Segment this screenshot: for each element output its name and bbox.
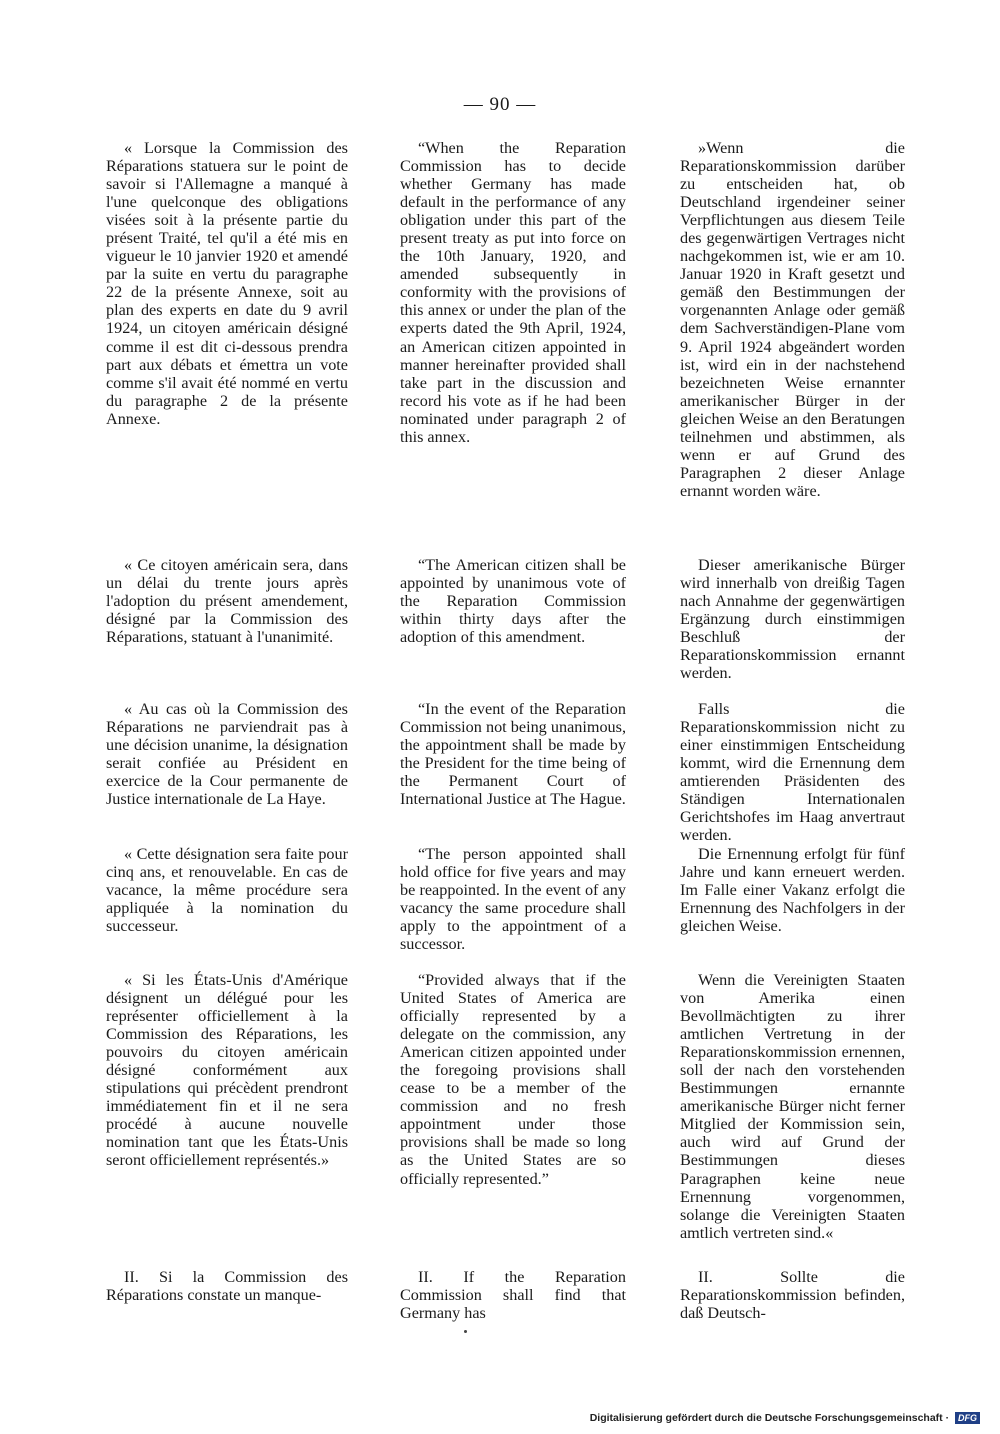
german-paragraph: Wenn die Vereinigten Staaten von Amerika einen Bevollmächtigten zu ihrer amtlichen Vertretung in der Reparationskommission ernennen, soll der nach den vorstehenden Bestimmungen ernannte amerikanische Bürger nicht ferner Mitglied der Kommission sein, auch wird auf Grund der Bestimmungen dieses Paragraphen keine neue Ernennung vorgenommen, solange die Vereinigten Staaten amtlich vertreten sind.« <box>680 971 905 1242</box>
french-paragraph: « Lorsque la Commission des Réparations statuera sur le point de savoir si l'Allemagne a manqué à l'une quelconque des obligations visées soit à la présente partie du présent Traité, tel qu'il a été mis en vigueur le 10 janvier 1920 et amendé par la suite en vertu du paragraphe 22 de la présente Annexe, soit au plan des experts en date du 9 avril 1924, un citoyen américain désigné comme il est dit ci-dessous prendra part aux débats et émettra un vote comme s'il avait été nommé en vertu du paragraphe 2 de la présente Annexe. <box>106 139 348 428</box>
english-paragraph: II. If the Reparation Commission shall find that Germany has <box>400 1268 626 1323</box>
english-paragraph: “Provided always that if the United States of America are officially represented by a delegate on the commission, any American citizen appointed under the foregoing provisions shall cease to be a member of the commission and no fresh appointment under those provisions shall be made so long as the United States are so officially represented.” <box>400 971 626 1188</box>
english-paragraph: “The American citizen shall be appointed by unanimous vote of the Reparation Commission within thirty days after the adoption of this amendment. <box>400 556 626 647</box>
dfg-logo-icon: DFG <box>955 1412 980 1424</box>
english-paragraph: “The person appointed shall hold office for five years and may be reappointed. In the event of any vacancy the same procedure shall apply to the appointment of a successor. <box>400 845 626 954</box>
english-paragraph: “When the Reparation Commission has to decide whether Germany has made default in the performance of any obligation under this part of the present treaty as put into force on the 10th January, 1920, and amended subsequently in conformity with the provisions of this annex or under the plan of the experts dated the 9th April, 1924, an American citizen appointed in manner hereinafter provided shall take part in the discussion and record his vote as if he had been nominated under paragraph 2 of this annex. <box>400 139 626 446</box>
footer-text: Digitalisierung gefördert durch die Deutsche Forschungsgemeinschaft · <box>589 1411 950 1424</box>
english-paragraph: “In the event of the Reparation Commission not being unanimous, the appointment shall be made by the President for the time being of the Permanent Court of International Justice at The Hague. <box>400 700 626 809</box>
french-paragraph: « Cette désignation sera faite pour cinq ans, et renouvelable. En cas de vacance, la même procédure sera appliquée à la nomination du successeur. <box>106 845 348 936</box>
german-paragraph: Die Ernennung erfolgt für fünf Jahre und kann erneuert werden. Im Falle einer Vakanz erfolgt die Ernennung des Nachfolgers in der gleichen Weise. <box>680 845 905 936</box>
german-paragraph: Dieser amerikanische Bürger wird innerhalb von dreißig Tagen nach Annahme der gegenwärtigen Ergänzung durch einstimmigen Beschluß der Reparationskommission ernannt werden. <box>680 556 905 683</box>
french-paragraph: « Ce citoyen américain sera, dans un délai du trente jours après l'adoption du présent amendement, désigné par la Commission des Réparations, statuant à l'unanimité. <box>106 556 348 647</box>
german-paragraph: »Wenn die Reparationskommission darüber zu entscheiden hat, ob Deutschland irgendeiner seiner Verpflichtungen aus diesem Teile des gegenwärtigen Vertrages nicht nachgekommen ist, wie er am 10. Januar 1920 in Kraft gesetzt und gemäß den Bestimmungen der vorgenannten Anlage oder gemäß dem Sachverständigen-Plane vom 9. April 1924 abgeändert worden ist, wird ein in der nachstehend bezeichneten Weise ernannter amerikanischer Bürger in der gleichen Weise an den Beratungen teilnehmen und abstimmen, als wenn er auf Grund des Paragraphen 2 dieser Anlage ernannt worden wäre. <box>680 139 905 500</box>
french-paragraph: « Si les États-Unis d'Amérique désignent un délégué pour les représenter officiellement à la Commission des Réparations, les pouvoirs du citoyen américain désigné conformément aux stipulations qui précèdent prendront immédiatement fin et il ne sera procédé à aucune nouvelle nomination tant que les États-Unis seront officiellement représentés.» <box>106 971 348 1170</box>
french-paragraph: « Au cas où la Commission des Réparations ne parviendrait pas à une décision unanime, la désignation serait confiée au Président en exercice de la Cour permanente de Justice internationale de La Haye. <box>106 700 348 809</box>
french-paragraph: II. Si la Commission des Réparations constate un manque- <box>106 1268 348 1305</box>
print-speck <box>464 1330 467 1333</box>
german-paragraph: II. Sollte die Reparationskommission befinden, daß Deutsch- <box>680 1268 905 1323</box>
german-paragraph: Falls die Reparationskommission nicht zu einer einstimmigen Entscheidung kommt, wird die Ernennung dem amtierenden Präsidenten des Ständigen Internationalen Gerichtshofes im Haag anvertraut werden. <box>680 700 905 845</box>
digitization-footer <box>0 1412 980 1424</box>
page-number: — 90 — <box>463 94 537 115</box>
